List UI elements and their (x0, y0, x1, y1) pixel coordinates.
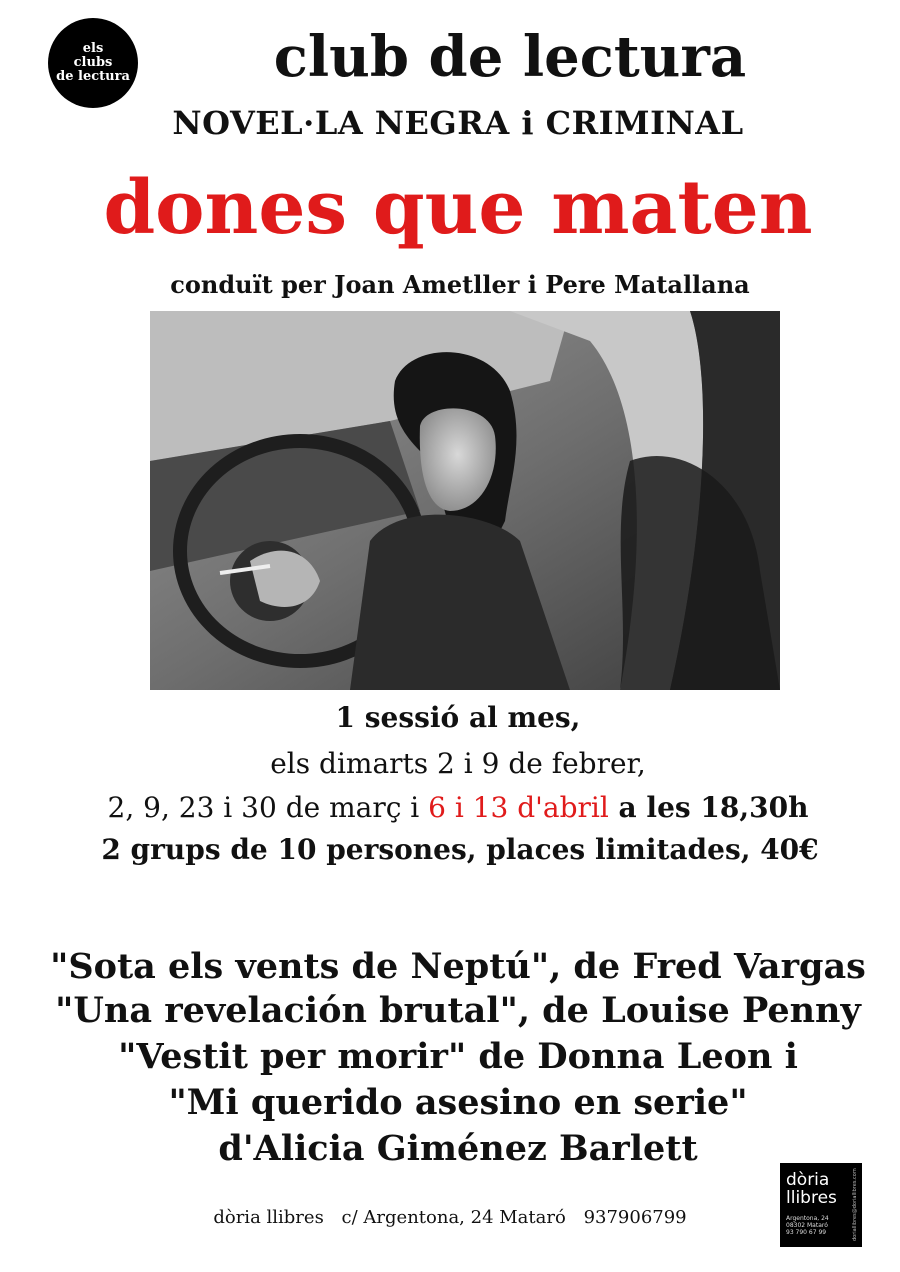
book-item: "Sota els vents de Neptú", de Fred Vargas (50, 946, 866, 987)
car-woman-photo (150, 311, 780, 690)
dates-march: 2, 9, 23 i 30 de març i (107, 791, 429, 824)
doria-llibres-logo (780, 1163, 862, 1247)
footer-shop-name: dòria llibres (213, 1207, 324, 1228)
shop-logo-phone: 93 790 67 99 (786, 1229, 827, 1236)
sessions-line: 1 sessió al mes, (335, 701, 581, 734)
shop-logo-line-2: llibres (786, 1188, 837, 1208)
shop-logo-email: doriallibres@doriallibres.com (852, 1168, 858, 1241)
dates-february: els dimarts 2 i 9 de febrer, (270, 747, 646, 780)
hosts-line: conduït per Joan Ametller i Pere Matallana (170, 270, 750, 299)
theme-headline: dones que maten (103, 165, 813, 251)
book-item: "Mi querido asesino en serie" (168, 1082, 748, 1123)
page-title: club de lectura (273, 24, 747, 90)
footer-contact (0, 1206, 900, 1230)
genre-subtitle: NOVEL·LA NEGRA i CRIMINAL (172, 104, 744, 142)
footer-phone: 937906799 (583, 1207, 687, 1228)
book-item: d'Alicia Giménez Barlett (218, 1128, 698, 1169)
logo-line-2: clubs (73, 55, 113, 70)
logo-line-1: els (82, 41, 104, 56)
logo-line-3: de lectura (56, 69, 130, 84)
session-time: a les 18,30h (608, 791, 809, 824)
dates-april-highlight: 6 i 13 d'abril (428, 791, 609, 824)
dates-march-april (8, 790, 900, 826)
shop-logo-address-1: Argentona, 24 (786, 1215, 829, 1222)
book-item: "Una revelación brutal", de Louise Penny (55, 990, 861, 1031)
shop-logo-address-2: 08302 Mataró (786, 1222, 828, 1229)
book-item: "Vestit per morir" de Donna Leon i (118, 1036, 798, 1077)
groups-price-line: 2 grups de 10 persones, places limitades, 40€ (101, 833, 819, 866)
footer-address: c/ Argentona, 24 Mataró (341, 1207, 566, 1228)
shop-logo-line-1: dòria (786, 1170, 830, 1190)
